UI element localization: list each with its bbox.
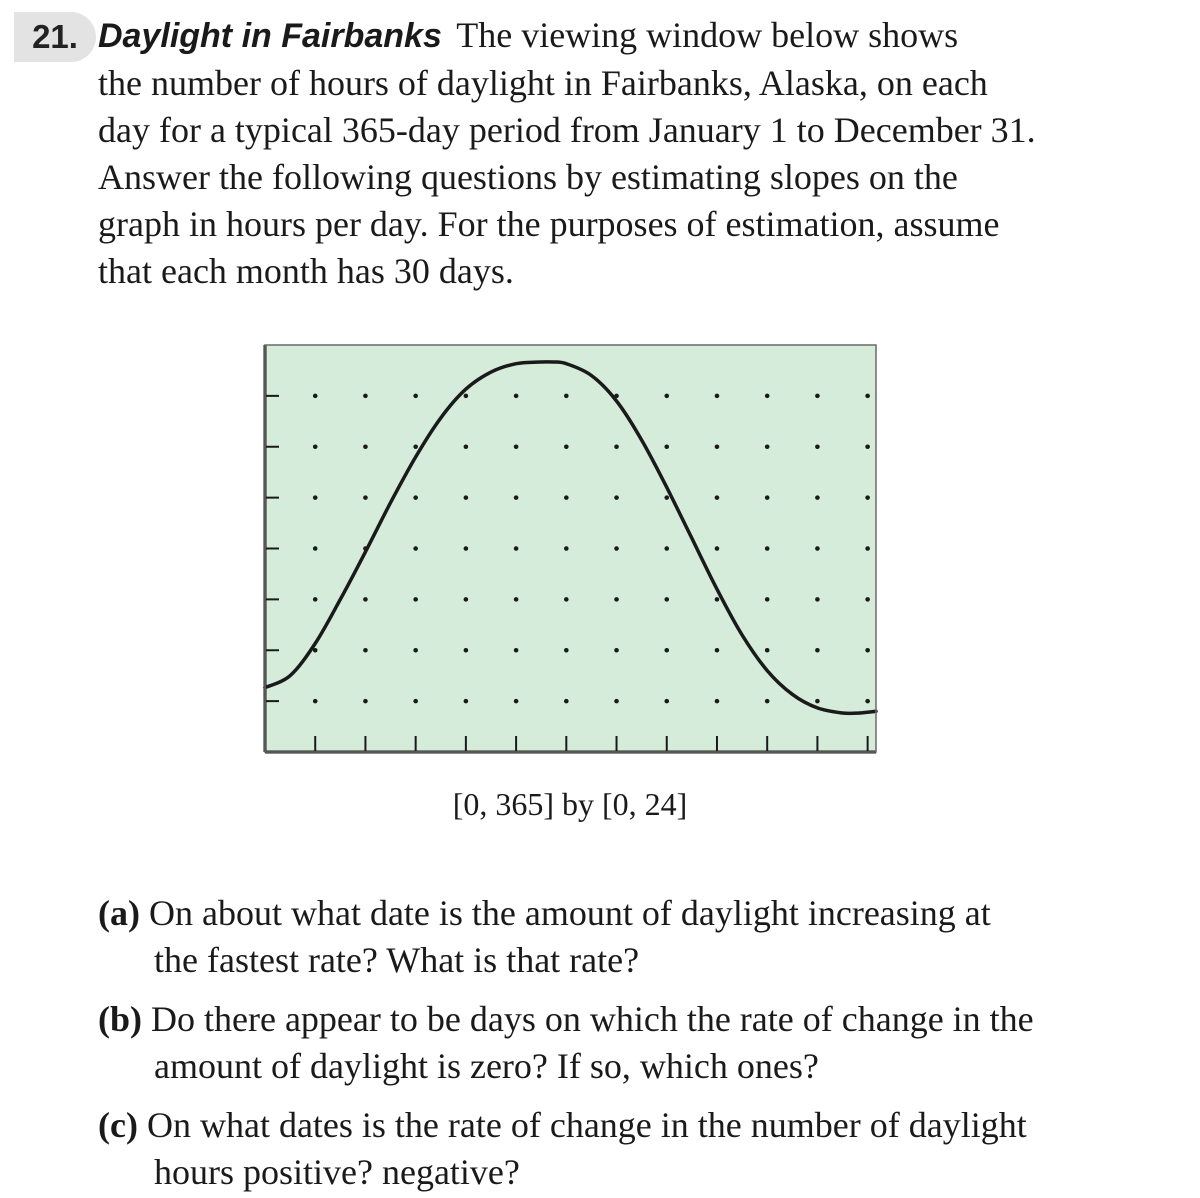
grid-dot [564,546,569,551]
grid-dot [715,444,720,449]
grid-dot [313,394,318,399]
grid-dot [313,546,318,551]
grid-dot [464,648,469,653]
question-a [98,890,1158,984]
question-c-label: (c) [98,1105,138,1145]
grid-dot [413,394,418,399]
grid-dot [664,699,669,704]
grid-dot [865,597,870,602]
grid-dot [514,648,519,653]
grid-dot [413,648,418,653]
grid-dot [664,546,669,551]
grid-dot [815,699,820,704]
intro-line-2: the number of hours of daylight in Fairbanks, Alaska, on each [98,63,988,103]
intro-line-3: day for a typical 365-day period from January 1 to December 31. [98,110,1036,150]
grid-dot [865,444,870,449]
grid-dot [614,546,619,551]
grid-dot [464,699,469,704]
grid-dot [765,394,770,399]
grid-dot [865,394,870,399]
grid-dot [664,648,669,653]
grid-dot [514,444,519,449]
grid-dot [363,394,368,399]
question-a-label: (a) [98,893,140,933]
intro-line-6: that each month has 30 days. [98,251,514,291]
grid-dot [464,394,469,399]
question-b-line-2: amount of daylight is zero? If so, which ones? [154,1046,819,1086]
question-b-line-1: Do there appear to be days on which the rate of change in the [151,999,1034,1039]
grid-dot [464,546,469,551]
grid-dot [363,597,368,602]
grid-dot [614,597,619,602]
grid-dot [564,648,569,653]
grid-dot [514,597,519,602]
intro-line-5: graph in hours per day. For the purposes of estimation, assume [98,204,1000,244]
question-b [98,996,1158,1090]
grid-dot [664,495,669,500]
grid-dot [514,394,519,399]
intro-line-4: Answer the following questions by estimating slopes on the [98,157,958,197]
grid-dot [815,495,820,500]
question-c-line-2: hours positive? negative? [154,1152,520,1192]
grid-dot [363,495,368,500]
grid-dot [715,597,720,602]
grid-dot [765,648,770,653]
grid-dot [664,597,669,602]
grid-dot [765,546,770,551]
grid-dot [865,495,870,500]
grid-dot [765,495,770,500]
grid-dot [815,394,820,399]
grid-dot [514,699,519,704]
grid-dot [765,699,770,704]
grid-dot [865,546,870,551]
grid-dot [313,495,318,500]
grid-dot [564,699,569,704]
grid-dot [514,546,519,551]
grid-dot [464,495,469,500]
grid-dot [413,546,418,551]
grid-dot [413,444,418,449]
grid-dot [614,495,619,500]
grid-dot [865,648,870,653]
grid-dot [564,495,569,500]
grid-dot [765,444,770,449]
grid-dot [363,648,368,653]
plot-background [265,345,876,752]
intro-line-1: The viewing window below shows [456,15,959,55]
question-b-label: (b) [98,999,142,1039]
grid-dot [413,597,418,602]
grid-dot [715,394,720,399]
grid-dot [313,444,318,449]
grid-dot [363,444,368,449]
grid-dot [815,546,820,551]
grid-dot [564,444,569,449]
grid-dot [815,597,820,602]
question-a-line-2: the fastest rate? What is that rate? [154,940,640,980]
grid-dot [815,444,820,449]
grid-dot [815,648,820,653]
grid-dot [313,699,318,704]
question-c-line-1: On what dates is the rate of change in the number of daylight [146,1105,1027,1145]
grid-dot [715,699,720,704]
grid-dot [514,495,519,500]
problem-title: Daylight in Fairbanks [98,17,442,55]
grid-dot [413,699,418,704]
grid-dot [614,699,619,704]
window-caption: [0, 365] by [0, 24] [452,786,688,822]
grid-dot [564,394,569,399]
grid-dot [313,597,318,602]
grid-dot [363,699,368,704]
grid-dot [865,699,870,704]
grid-dot [564,597,569,602]
grid-dot [614,444,619,449]
grid-dot [715,495,720,500]
grid-dot [413,495,418,500]
grid-dot [715,648,720,653]
grid-dot [464,444,469,449]
question-a-line-1: On about what date is the amount of daylight increasing at [148,893,991,933]
grid-dot [464,597,469,602]
grid-dot [765,597,770,602]
grid-dot [614,648,619,653]
grid-dot [664,444,669,449]
grid-dot [715,546,720,551]
problem-number: 21. [14,12,96,62]
grid-dot [664,394,669,399]
question-c [98,1102,1158,1196]
